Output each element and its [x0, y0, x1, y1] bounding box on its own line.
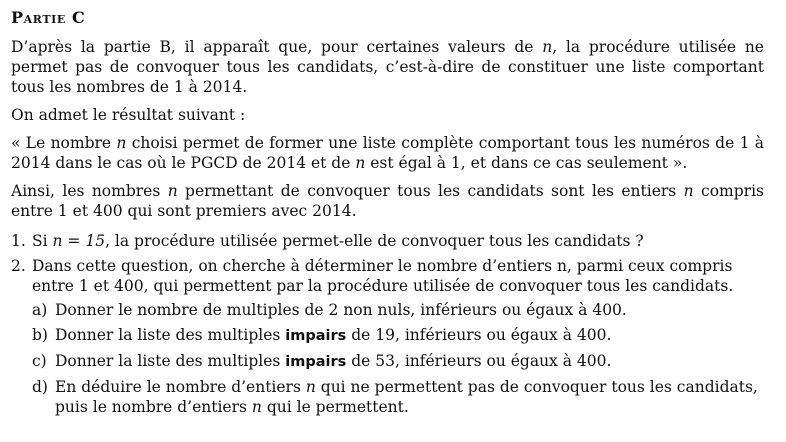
math-n: n: [167, 182, 178, 200]
admission-paragraph: On admet le résultat suivant :: [11, 106, 246, 124]
text-span: permettant de convoquer tous les candidats sont les entiers: [177, 182, 684, 200]
section-heading: Partie C: [11, 8, 86, 27]
text-span: Si: [32, 232, 53, 250]
emphasis-text: impairs: [285, 328, 347, 344]
text-span: Ainsi, les nombres: [11, 182, 168, 200]
subquestion-label: d): [32, 378, 48, 396]
emphasis-text: impairs: [285, 354, 347, 370]
text-span: , la procédure utilisée permet-elle de convoquer tous les candidats ?: [105, 232, 644, 250]
text-span: qui ne permettent pas de convoquer tous les candidats, puis le nombre d’entiers: [55, 378, 758, 416]
text-span: qui le permettent.: [261, 398, 409, 416]
subquestion-a: [32, 300, 764, 320]
subquestion-text: Donner le nombre de multiples de 2 non nuls, inférieurs ou égaux à 400.: [55, 301, 627, 319]
question-2: [11, 256, 764, 417]
text-span: « Le nombre: [11, 134, 117, 152]
text-span: de 53, inférieurs ou égaux à 400.: [346, 352, 612, 370]
math-equation: n = 15: [52, 232, 106, 250]
text-span: Donner la liste des multiples: [55, 326, 286, 344]
text-span: compris entre 1 et 400 qui sont premiers avec 2014.: [11, 182, 764, 220]
math-n: n: [683, 182, 694, 200]
question-1: [11, 231, 764, 251]
math-n: n: [355, 154, 366, 172]
text-span: est égal à 1, et dans ce cas seulement ».: [365, 154, 688, 172]
subquestion-d: [32, 377, 764, 417]
intro-paragraph: [11, 37, 764, 97]
text-span: de 19, inférieurs ou égaux à 400.: [346, 326, 612, 344]
subquestion-c: [32, 351, 764, 372]
question-list: [11, 231, 764, 417]
subquestion-label: a): [32, 301, 48, 319]
subquestion-label: b): [32, 326, 48, 344]
math-n: n: [542, 38, 553, 56]
text-span: En déduire le nombre d’entiers: [55, 378, 306, 396]
quoted-result: [11, 133, 764, 173]
subquestion-list: [32, 300, 764, 417]
conclusion-paragraph: [11, 181, 764, 221]
subquestion-b: [32, 325, 764, 346]
text-span: choisi permet de former une liste complète comportant tous les numéros de 1 à 2014 dans le cas où le PGCD de 2014 et de: [11, 134, 764, 172]
math-n: n: [116, 134, 127, 152]
text-span: D’après la partie B, il apparaît que, pour certaines valeurs de: [11, 38, 543, 56]
text-span: , la procédure utilisée ne permet pas de convoquer tous les candidats, c’est-à-dire de constituer une liste comportant tous les nombres de 1 à 2014.: [11, 38, 764, 96]
math-n: n: [251, 398, 262, 416]
subquestion-label: c): [32, 352, 47, 370]
question-number: 2.: [11, 257, 26, 275]
text-span: Donner la liste des multiples: [55, 352, 286, 370]
math-n: n: [305, 378, 316, 396]
question-number: 1.: [11, 232, 26, 250]
question-text: Dans cette question, on cherche à déterminer le nombre d’entiers n, parmi ceux compris entre 1 et 400, qui permettent par la procédure utilisée de convoquer tous les candidats.: [32, 257, 734, 295]
